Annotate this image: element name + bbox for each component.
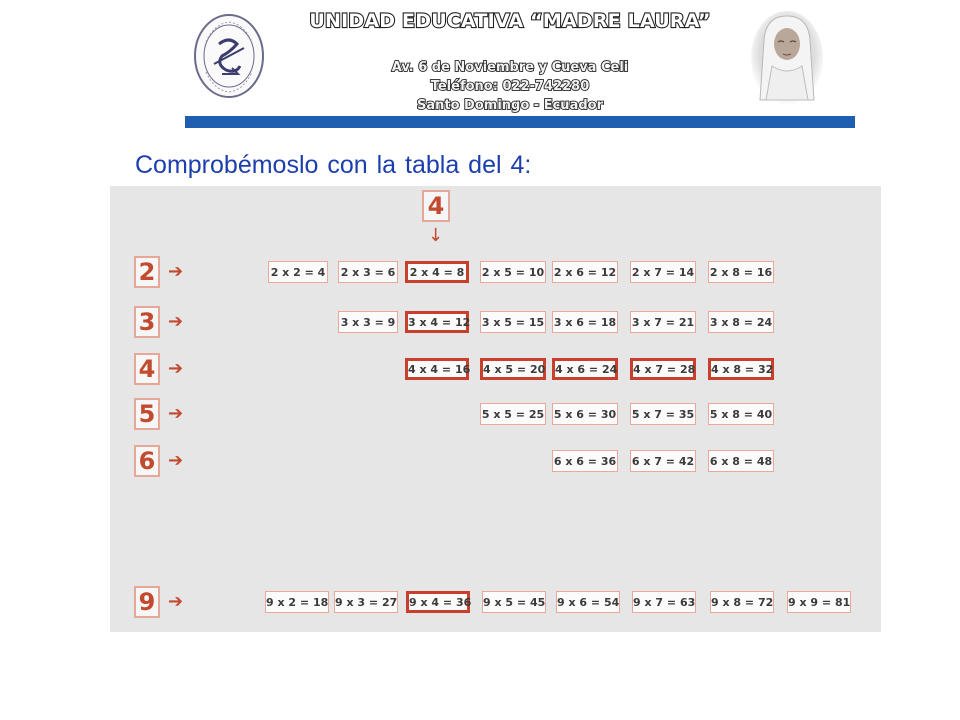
multiplication-board: [110, 186, 881, 632]
row-label: 4: [134, 353, 160, 385]
product-cell: 2 x 7 = 14: [630, 261, 696, 283]
product-cell: 9 x 6 = 54: [556, 591, 620, 613]
school-city: Santo Domingo - Ecuador: [417, 98, 603, 113]
right-arrow-icon: ➔: [168, 311, 184, 332]
madre-laura-portrait: [750, 10, 824, 106]
product-cell: 9 x 2 = 18: [265, 591, 329, 613]
product-cell: 9 x 8 = 72: [710, 591, 774, 613]
product-cell: 3 x 5 = 15: [480, 311, 546, 333]
highlighted-product-cell: 4 x 6 = 24: [552, 358, 618, 380]
product-cell: 9 x 3 = 27: [334, 591, 398, 613]
product-cell: 3 x 6 = 18: [552, 311, 618, 333]
product-cell: 3 x 3 = 9: [338, 311, 398, 333]
header-divider-bar: [185, 116, 855, 128]
product-cell: 6 x 7 = 42: [630, 450, 696, 472]
product-cell: 3 x 8 = 24: [708, 311, 774, 333]
row-label: 3: [134, 306, 160, 338]
right-arrow-icon: ➔: [168, 358, 184, 379]
product-cell: 2 x 6 = 12: [552, 261, 618, 283]
school-phone: Teléfono: 022-742280: [430, 79, 590, 94]
school-name: UNIDAD EDUCATIVA “MADRE LAURA”: [309, 10, 711, 32]
highlighted-product-cell: 4 x 7 = 28: [630, 358, 696, 380]
highlighted-product-cell: 4 x 4 = 16: [405, 358, 469, 380]
product-cell: 2 x 8 = 16: [708, 261, 774, 283]
school-address: Av. 6 de Noviembre y Cueva Celi: [391, 60, 629, 75]
product-cell: 2 x 3 = 6: [338, 261, 398, 283]
product-cell: 6 x 6 = 36: [552, 450, 618, 472]
product-cell: 2 x 2 = 4: [268, 261, 328, 283]
row-label: 6: [134, 445, 160, 477]
product-cell: 5 x 6 = 30: [552, 403, 618, 425]
highlighted-product-cell: 4 x 5 = 20: [480, 358, 546, 380]
down-arrow-icon: ↓: [428, 225, 444, 246]
highlighted-product-cell: 4 x 8 = 32: [708, 358, 774, 380]
highlighted-product-cell: 2 x 4 = 8: [405, 261, 469, 283]
highlighted-product-cell: 3 x 4 = 12: [405, 311, 469, 333]
right-arrow-icon: ➔: [168, 591, 184, 612]
row-label: 9: [134, 586, 160, 618]
school-seal-logo: [192, 12, 266, 100]
product-cell: 5 x 7 = 35: [630, 403, 696, 425]
product-cell: 9 x 5 = 45: [482, 591, 546, 613]
right-arrow-icon: ➔: [168, 403, 184, 424]
row-label: 2: [134, 256, 160, 288]
product-cell: 2 x 5 = 10: [480, 261, 546, 283]
product-cell: 6 x 8 = 48: [708, 450, 774, 472]
product-cell: 5 x 8 = 40: [708, 403, 774, 425]
row-label: 5: [134, 398, 160, 430]
product-cell: 9 x 9 = 81: [787, 591, 851, 613]
highlighted-product-cell: 9 x 4 = 36: [406, 591, 470, 613]
slide-heading: Comprobémoslo con la tabla del 4:: [135, 151, 532, 179]
top-column-marker: 4: [422, 190, 450, 222]
product-cell: 9 x 7 = 63: [632, 591, 696, 613]
right-arrow-icon: ➔: [168, 450, 184, 471]
product-cell: 5 x 5 = 25: [480, 403, 546, 425]
right-arrow-icon: ➔: [168, 261, 184, 282]
product-cell: 3 x 7 = 21: [630, 311, 696, 333]
